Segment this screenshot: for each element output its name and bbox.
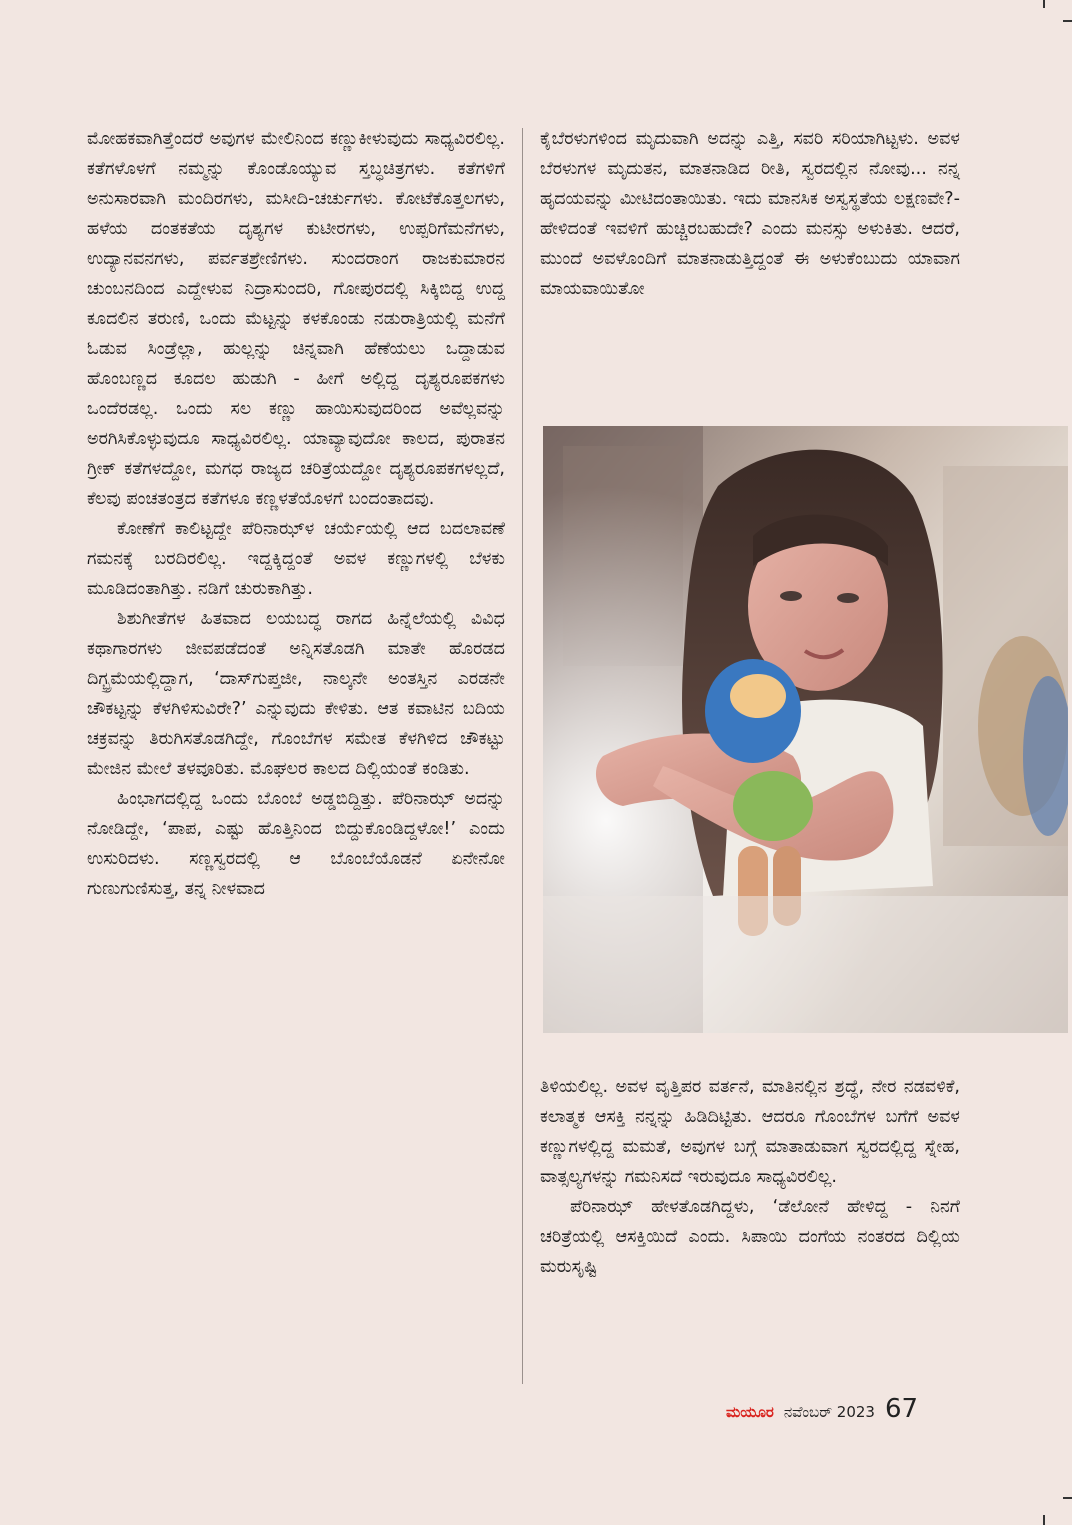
crop-mark-top bbox=[1043, 0, 1045, 8]
issue-date: ನವೆಂಬರ್ 2023 bbox=[783, 1403, 875, 1421]
left-text-column bbox=[87, 124, 505, 904]
page-number: 67 bbox=[884, 1394, 919, 1424]
paragraph: ಮೋಹಕವಾಗಿತ್ತೆಂದರೆ ಅವುಗಳ ಮೇಲಿನಿಂದ ಕಣ್ಣುಕೀಳುವುದು ಸಾಧ್ಯವಿರಲಿಲ್ಲ. ಕತೆಗಳೊಳಗೆ ನಮ್ಮನ್ನು ಕೊಂಡೊಯ್ಯುವ ಸ್ತಬ್ಧಚಿತ್ರಗಳು. ಕತೆಗಳಿಗೆ ಅನುಸಾರವಾಗಿ ಮಂದಿರಗಳು, ಮಸೀದಿ-ಚರ್ಚುಗಳು. ಕೋಟೆಕೊತ್ತಲಗಳು, ಹಳೆಯ ದಂತಕತೆಯ ದೃಶ್ಯಗಳ ಕುಟೀರಗಳು, ಉಪ್ಪರಿಗೆಮನೆಗಳು, ಉದ್ಯಾನವನಗಳು, ಪರ್ವತಶ್ರೇಣಿಗಳು. ಸುಂದರಾಂಗ ರಾಜಕುಮಾರನ ಚುಂಬನದಿಂದ ಎದ್ದೇಳುವ ನಿದ್ರಾಸುಂದರಿ, ಗೋಪುರದಲ್ಲಿ ಸಿಕ್ಕಿಬಿದ್ದ ಉದ್ದ ಕೂದಲಿನ ತರುಣಿ, ಒಂದು ಮೆಟ್ಟನ್ನು ಕಳಕೊಂಡು ನಡುರಾತ್ರಿಯಲ್ಲಿ ಮನೆಗೆ ಓಡುವ ಸಿಂಡ್ರೆಲ್ಲಾ, ಹುಲ್ಲನ್ನು ಚಿನ್ನವಾಗಿ ಹೆಣೆಯಲು ಒದ್ದಾಡುವ ಹೊಂಬಣ್ಣದ ಕೂದಲ ಹುಡುಗಿ - ಹೀಗೆ ಅಲ್ಲಿದ್ದ ದೃಶ್ಯರೂಪಕಗಳು ಒಂದೆರಡಲ್ಲ. ಒಂದು ಸಲ ಕಣ್ಣು ಹಾಯಿಸುವುದರಿಂದ ಅವೆಲ್ಲವನ್ನು ಅರಗಿಸಿಕೊಳ್ಳುವುದೂ ಸಾಧ್ಯವಿರಲಿಲ್ಲ. ಯಾವ್ಯಾವುದೋ ಕಾಲದ, ಪುರಾತನ ಗ್ರೀಕ್ ಕತೆಗಳದ್ದೋ, ಮಗಧ ರಾಜ್ಯದ ಚರಿತ್ರೆಯದ್ದೋ ದೃಶ್ಯರೂಪಕಗಳಲ್ಲದೆ, ಕೆಲವು ಪಂಚತಂತ್ರದ ಕತೆಗಳೂ ಕಣ್ಣಳತೆಯೊಳಗೆ ಬಂದಂತಾದವು. bbox=[87, 129, 505, 509]
paragraph: ಹಿಂಭಾಗದಲ್ಲಿದ್ದ ಒಂದು ಬೊಂಬೆ ಅಡ್ಡಬಿದ್ದಿತ್ತು. ಪೆರಿನಾಝ್ ಅದನ್ನು ನೋಡಿದ್ದೇ, ‘ಪಾಪ, ಎಷ್ಟು ಹೊತ್ತಿನಿಂದ ಬಿದ್ದುಕೊಂಡಿದ್ದಳೋ!’ ಎಂದು ಉಸುರಿದಳು. ಸಣ್ಣಸ್ವರದಲ್ಲಿ ಆ ಬೊಂಬೆಯೊಡನೆ ಏನೇನೋ ಗುಣುಗುಣಿಸುತ್ತ, ತನ್ನ ನೀಳವಾದ bbox=[87, 789, 505, 899]
right-text-column-bottom bbox=[540, 1072, 960, 1282]
crop-mark-bottom-right bbox=[1063, 1497, 1072, 1499]
crop-mark-right bbox=[1063, 20, 1072, 22]
paragraph: ಶಿಶುಗೀತೆಗಳ ಹಿತವಾದ ಲಯಬದ್ಧ ರಾಗದ ಹಿನ್ನೆಲೆಯಲ್ಲಿ ವಿವಿಧ ಕಥಾಗಾರಗಳು ಜೀವಪಡೆದಂತೆ ಅನ್ನಿಸತೊಡಗಿ ಮಾತೇ ಹೊರಡದ ದಿಗ್ಭ್ರಮೆಯಲ್ಲಿದ್ದಾಗ, ‘ದಾಸ್‌ಗುಪ್ತಜೀ, ನಾಲ್ಕನೇ ಅಂತಸ್ತಿನ ಎರಡನೇ ಚೌಕಟ್ಟನ್ನು ಕೆಳಗಿಳಿಸುವಿರೇ?’ ಎನ್ನುವುದು ಕೇಳಿತು. ಆತ ಕವಾಟಿನ ಬದಿಯ ಚಕ್ರವನ್ನು ತಿರುಗಿಸತೊಡಗಿದ್ದೇ, ಗೊಂಬೆಗಳ ಸಮೇತ ಕೆಳಗಿಳಿದ ಚೌಕಟ್ಟು ಮೇಜಿನ ಮೇಲೆ ತಳವೂರಿತು. ಮೊಘಲರ ಕಾಲದ ದಿಲ್ಲಿಯಂತೆ ಕಂಡಿತು. bbox=[87, 609, 505, 779]
column-divider bbox=[522, 128, 523, 1384]
paragraph: ತಿಳಿಯಲಿಲ್ಲ. ಅವಳ ವೃತ್ತಿಪರ ವರ್ತನೆ, ಮಾತಿನಲ್ಲಿನ ಶ್ರದ್ಧೆ, ನೇರ ನಡವಳಿಕೆ, ಕಲಾತ್ಮಕ ಆಸಕ್ತಿ ನನ್ನನ್ನು ಹಿಡಿದಿಟ್ಟಿತು. ಆದರೂ ಗೊಂಬೆಗಳ ಬಗೆಗೆ ಅವಳ ಕಣ್ಣುಗಳಲ್ಲಿದ್ದ ಮಮತೆ, ಅವುಗಳ ಬಗ್ಗೆ ಮಾತಾಡುವಾಗ ಸ್ವರದಲ್ಲಿದ್ದ ಸ್ನೇಹ, ವಾತ್ಸಲ್ಯಗಳನ್ನು ಗಮನಿಸದೆ ಇರುವುದೂ ಸಾಧ್ಯವಿರಲಿಲ್ಲ. bbox=[540, 1077, 960, 1187]
paragraph: ಕೋಣೆಗೆ ಕಾಲಿಟ್ಟದ್ದೇ ಪೆರಿನಾಝ್‌ಳ ಚರ್ಯೆಯಲ್ಲಿ ಆದ ಬದಲಾವಣೆ ಗಮನಕ್ಕೆ ಬರದಿರಲಿಲ್ಲ. ಇದ್ದಕ್ಕಿದ್ದಂತೆ ಅವಳ ಕಣ್ಣುಗಳಲ್ಲಿ ಬೆಳಕು ಮೂಡಿದಂತಾಗಿತ್ತು. ನಡಿಗೆ ಚುರುಕಾಗಿತ್ತು. bbox=[87, 519, 505, 599]
page-footer bbox=[726, 1394, 918, 1424]
paragraph: ಕೈಬೆರಳುಗಳಿಂದ ಮೃದುವಾಗಿ ಅದನ್ನು ಎತ್ತಿ, ಸವರಿ ಸರಿಯಾಗಿಟ್ಟಳು. ಅವಳ ಬೆರಳುಗಳ ಮೃದುತನ, ಮಾತನಾಡಿದ ರೀತಿ, ಸ್ವರದಲ್ಲಿನ ನೋವು... ನನ್ನ ಹೃದಯವನ್ನು ಮೀಟಿದಂತಾಯಿತು. ಇದು ಮಾನಸಿಕ ಅಸ್ವಸ್ಥತೆಯ ಲಕ್ಷಣವೇ?- ಹೇಳಿದಂತೆ ಇವಳಿಗೆ ಹುಚ್ಚಿರಬಹುದೇ? ಎಂದು ಮನಸ್ಸು ಅಳುಕಿತು. ಆದರೆ, ಮುಂದೆ ಅವಳೊಂದಿಗೆ ಮಾತನಾಡುತ್ತಿದ್ದಂತೆ ಈ ಅಳುಕೆಂಬುದು ಯಾವಾಗ ಮಾಯವಾಯಿತೋ bbox=[540, 129, 960, 299]
magazine-name: ಮಯೂರ bbox=[726, 1403, 774, 1421]
crop-mark-bottom bbox=[1043, 1515, 1045, 1525]
right-text-column-top bbox=[540, 124, 960, 304]
girl-hugging-doll-illustration bbox=[543, 426, 1068, 1033]
paragraph: ಪೆರಿನಾಝ್ ಹೇಳತೊಡಗಿದ್ದಳು, ‘ಡೆಲೋನೆ ಹೇಳಿದ್ದ - ನಿನಗೆ ಚರಿತ್ರೆಯಲ್ಲಿ ಆಸಕ್ತಿಯಿದೆ ಎಂದು. ಸಿಪಾಯಿ ದಂಗೆಯ ನಂತರದ ದಿಲ್ಲಿಯ ಮರುಸೃಷ್ಟಿ bbox=[540, 1197, 960, 1277]
